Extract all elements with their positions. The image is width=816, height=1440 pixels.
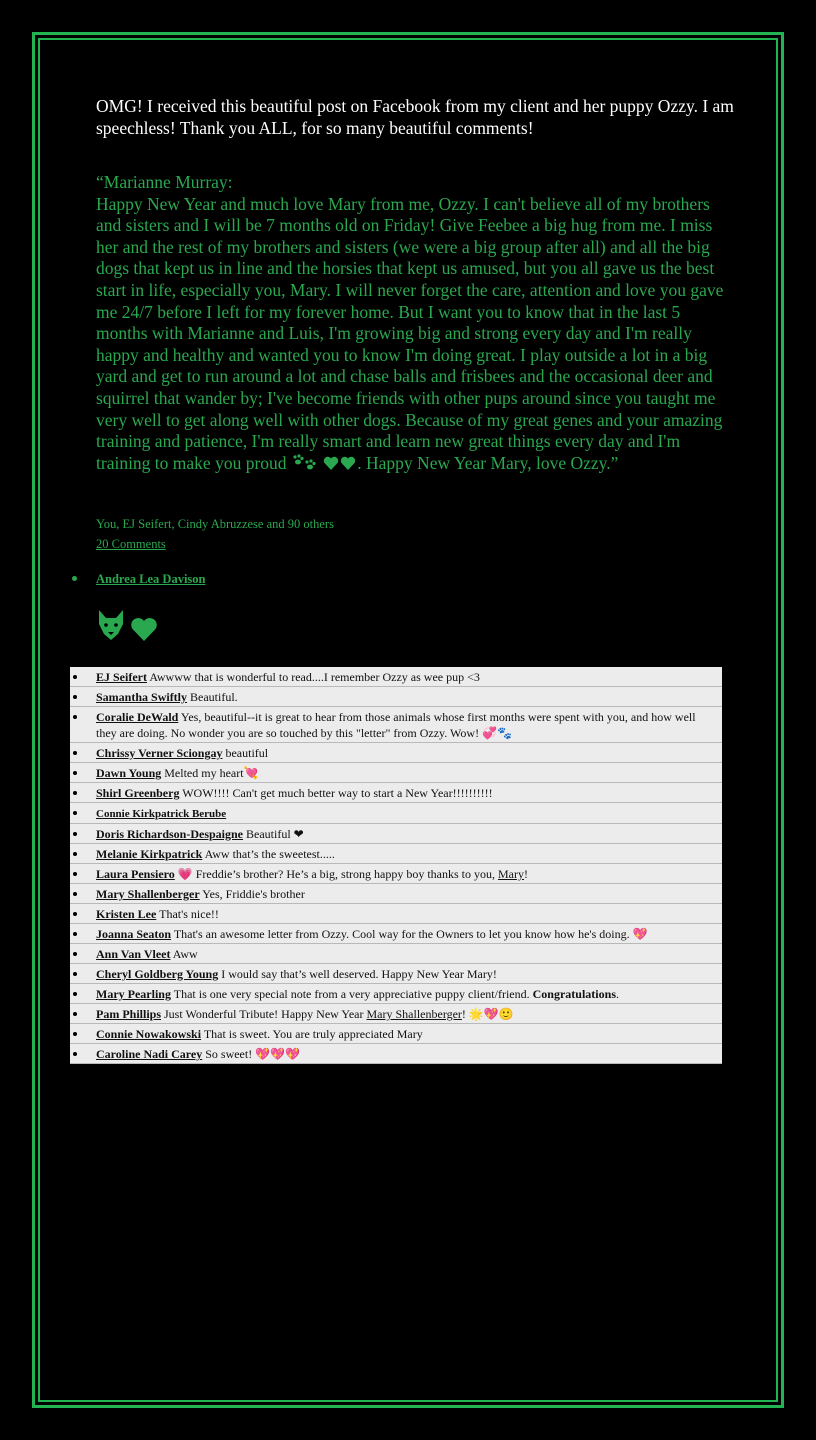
comment-item [70, 1024, 722, 1044]
comment-item [70, 884, 722, 904]
quote-body: Happy New Year and much love Mary from me, Ozzy. I can't believe all of my brothers and sisters and I will be 7 months old on Friday! Give Feebee a big hug from me. I miss her and the rest of my brothers and sisters (we were a big group after all) and all the big dogs that kept us in line and the horsies that kept us amused, but you all gave us the best start in life, especially you, Mary. I will never forget the care, attention and love you gave me 24/7 before I left for my forever home. But I want you to know that in the last 5 months with Marianne and Luis, I'm growing big and strong every day and I'm really happy and healthy and wanted you to know I'm doing great. I play outside a lot in a big yard and get to run around a lot and chase balls and frisbees and the occasional deer and squirrel that wander by; I've become friends with other pups around since you taught me very well to get along well with other dogs. Because of my great genes and your amazing training and patience, I'm really smart and learn new great things every day and I'm training to make you proud [96, 193, 724, 473]
commenter-name-link[interactable]: Samantha Swiftly [96, 690, 188, 704]
list-bullet [72, 576, 77, 581]
comment-list [70, 667, 722, 1064]
comment-text: Beautiful ❤ [243, 827, 304, 841]
commenter-name-link[interactable]: Shirl Greenberg [96, 786, 180, 800]
comment-item [70, 1044, 722, 1064]
comment-text: WOW!!!! Can't get much better way to start a New Year!!!!!!!!!! [179, 786, 493, 800]
commenter-name-link[interactable]: Laura Pensiero [96, 867, 175, 881]
commenter-name-link[interactable]: Melanie Kirkpatrick [96, 847, 203, 861]
quoted-post [96, 172, 728, 476]
commenter-name-link[interactable]: Connie Kirkpatrick Berube [96, 808, 227, 820]
commenter-name-link[interactable]: Joanna Seaton [96, 927, 172, 941]
commenter-name-link[interactable]: Ann Van Vleet [96, 947, 171, 961]
commenter-name-link[interactable]: Doris Richardson-Despaigne [96, 827, 244, 841]
comment-text: Just Wonderful Tribute! Happy New Year [161, 1007, 367, 1021]
comment-text: ! 🌟💖🙂 [461, 1007, 514, 1021]
comment-text: I would say that’s well deserved. Happy New Year Mary! [218, 967, 497, 981]
comment-text: . [615, 987, 619, 1001]
commenter-name-link[interactable]: Dawn Young [96, 766, 162, 780]
comment-item [70, 904, 722, 924]
commenter-name-link[interactable]: Cheryl Goldberg Young [96, 967, 219, 981]
comment-text: So sweet! 💖💖💖 [202, 1047, 301, 1061]
reactions-summary[interactable]: You, EJ Seifert, Cindy Abruzzese and 90 others [96, 517, 334, 531]
paw-prints-icon [291, 453, 319, 477]
comment-item [70, 984, 722, 1004]
quote-ending: . Happy New Year Mary, love Ozzy.” [357, 452, 619, 473]
comment-text: Aww [170, 947, 198, 961]
comment-text: That is sweet. You are truly appreciated Mary [201, 1027, 423, 1041]
comment-item [70, 783, 722, 803]
comment-text: ! [524, 867, 529, 881]
commenter-name-link[interactable]: Mary Pearling [96, 987, 171, 1001]
comment-item [70, 864, 722, 884]
commenter-name-link[interactable]: Pam Phillips [96, 1007, 162, 1021]
comment-item [70, 667, 722, 687]
comment-text: Aww that’s the sweetest..... [202, 847, 335, 861]
commenter-name-link[interactable]: Coralie DeWald [96, 710, 179, 724]
comment-item [70, 763, 722, 783]
wolf-icon [96, 608, 126, 647]
commenter-name-link[interactable]: Caroline Nadi Carey [96, 1047, 203, 1061]
green-heart-icon [130, 616, 158, 647]
comment-text: Yes, Friddie's brother [199, 887, 305, 901]
comment-text: Melted my heart💘 [161, 766, 259, 780]
commenter-name-link[interactable]: EJ Seifert [96, 670, 147, 684]
comment-text: 💗 Freddie’s brother? He’s a big, strong happy boy thanks to you, [174, 867, 499, 881]
comment-text: Awwww that is wonderful to read....I remember Ozzy as wee pup <3 [146, 670, 480, 684]
comment-text: That's nice!! [156, 907, 219, 921]
comment-item [70, 707, 722, 743]
intro-text: OMG! I received this beautiful post on Facebook from my client and her puppy Ozzy. I am speechless! Thank you ALL, for so many beautiful comments! [96, 96, 734, 138]
commenter-name-link[interactable]: Connie Nowakowski [96, 1027, 202, 1041]
comment-text: Beautiful. [187, 690, 238, 704]
comment-item [70, 824, 722, 844]
commenter-name-link[interactable]: Mary Shallenberger [96, 887, 200, 901]
comment-item [70, 687, 722, 707]
comment-text: Yes, beautiful--it is great to hear from those animals whose first months were spent with you, and how well they are doing. No wonder you are so touched by this "letter" from Ozzy. Wow! 💞🐾 [96, 710, 696, 740]
commenter-name-link[interactable]: Andrea Lea Davison [96, 572, 206, 586]
comment-item [70, 743, 722, 763]
commenter-name-link[interactable]: Chrissy Verner Sciongay [96, 746, 223, 760]
mention-link[interactable]: Mary [498, 867, 525, 881]
quote-speaker: “Marianne Murray: [96, 172, 233, 192]
comment-text: That is one very special note from a very appreciative puppy client/friend. [170, 987, 533, 1001]
comment-text: That's an awesome letter from Ozzy. Cool way for the Owners to let you know how he's doing. 💖 [171, 927, 648, 941]
comment-text-bold: Congratulations [532, 987, 616, 1001]
comment-item [70, 944, 722, 964]
comment-item [70, 964, 722, 984]
green-hearts-icon [323, 455, 357, 477]
comment-item [70, 924, 722, 944]
comment-text: beautiful [222, 746, 269, 760]
mention-link[interactable]: Mary Shallenberger [366, 1007, 462, 1021]
reaction-emojis [96, 608, 158, 647]
comments-count-link[interactable]: 20 Comments [96, 537, 166, 551]
commenter-name-link[interactable]: Kristen Lee [96, 907, 157, 921]
comment-item [70, 1004, 722, 1024]
comment-item [70, 844, 722, 864]
comment-item [70, 803, 722, 824]
